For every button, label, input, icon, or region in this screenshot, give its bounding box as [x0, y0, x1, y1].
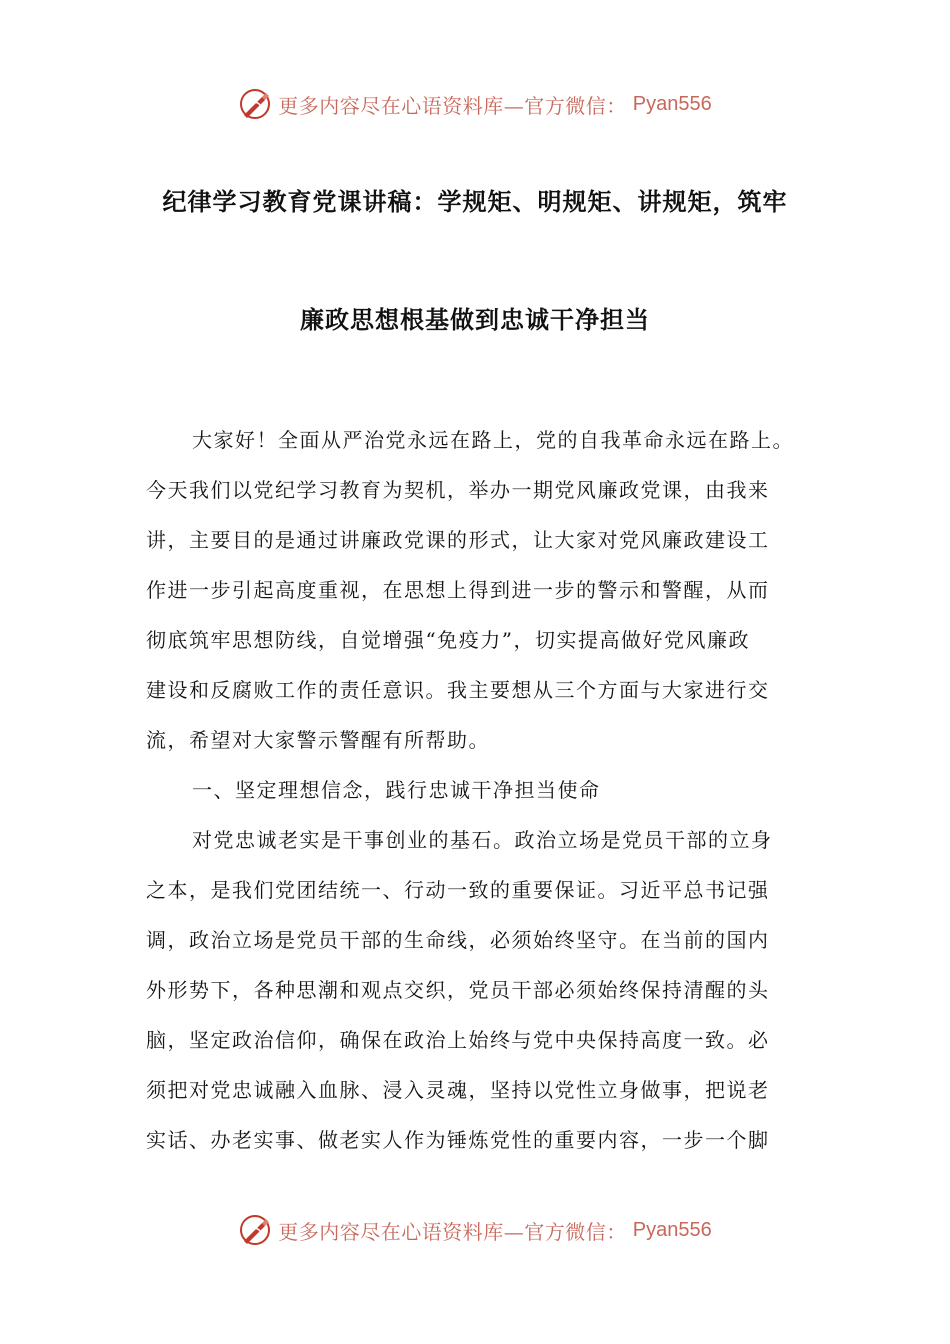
body-line: 流，希望对大家警示警醒有所帮助。: [146, 728, 490, 752]
body-line: 作进一步引起高度重视，在思想上得到进一步的警示和警醒，从而: [146, 578, 770, 602]
watermark-text: 更多内容尽在心语资料库—官方微信：: [278, 1219, 627, 1244]
body-line: 外形势下，各种思潮和观点交织，党员干部必须始终保持清醒的头: [146, 978, 770, 1002]
document-title-line-1: 纪律学习教育党课讲稿：学规矩、明规矩、讲规矩，筑牢: [162, 188, 788, 216]
body-line: 实话、办老实事、做老实人作为锤炼党性的重要内容，一步一个脚: [146, 1128, 770, 1152]
body-line: 调，政治立场是党员干部的生命线，必须始终坚守。在当前的国内: [146, 928, 770, 952]
body-line: 彻底筑牢思想防线，自觉增强“免疫力”，切实提高做好党风廉政: [146, 628, 750, 652]
watermark-wechat-id: Pyan556: [632, 1218, 712, 1241]
body-line: 之本，是我们党团结统一、行动一致的重要保证。习近平总书记强: [146, 878, 770, 902]
document-title-line-2: 廉政思想根基做到忠诚干净担当: [300, 306, 650, 334]
watermark-footer: [0, 1210, 950, 1250]
body-line: 大家好！全面从严治党永远在路上，党的自我革命永远在路上。: [192, 428, 794, 452]
pen-logo-icon: [238, 87, 272, 121]
body-line: 对党忠诚老实是干事创业的基石。政治立场是党员干部的立身: [192, 828, 773, 852]
watermark-header: [0, 84, 950, 124]
section-heading: 一、坚定理想信念，践行忠诚干净担当使命: [192, 778, 601, 802]
pen-logo-icon: [238, 1213, 272, 1247]
body-line: 今天我们以党纪学习教育为契机，举办一期党风廉政党课，由我来: [146, 478, 770, 502]
body-line: 须把对党忠诚融入血脉、浸入灵魂，坚持以党性立身做事，把说老: [146, 1078, 770, 1102]
document-body: [146, 415, 806, 1165]
body-line: 建设和反腐败工作的责任意识。我主要想从三个方面与大家进行交: [146, 678, 770, 702]
watermark-text: 更多内容尽在心语资料库—官方微信：: [278, 93, 627, 118]
watermark-wechat-id: Pyan556: [632, 92, 712, 115]
body-line: 讲，主要目的是通过讲廉政党课的形式，让大家对党风廉政建设工: [146, 528, 770, 552]
body-line: 脑，坚定政治信仰，确保在政治上始终与党中央保持高度一致。必: [146, 1028, 770, 1052]
